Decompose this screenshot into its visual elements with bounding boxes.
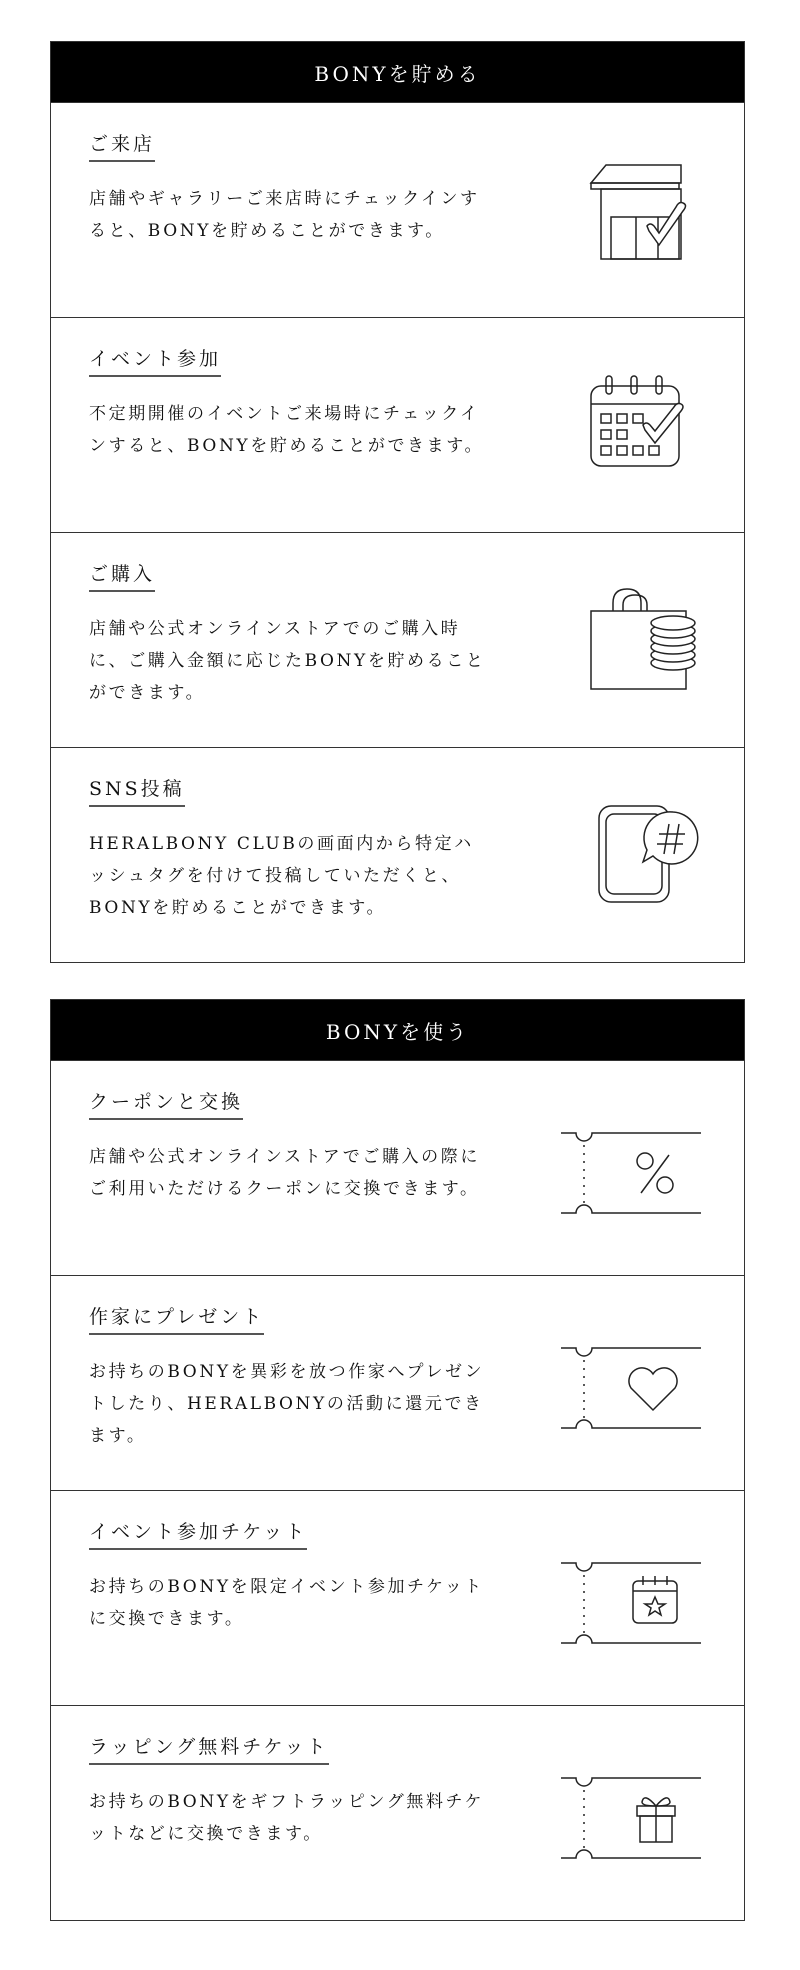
- section-header: BONYを貯める: [51, 42, 744, 102]
- item-description: お持ちのBONYを異彩を放つ作家へプレゼントしたり、HERALBONYの活動に還元できます。: [89, 1362, 485, 1446]
- use-item-wrapping-ticket: [51, 1705, 744, 1920]
- earn-item-visit: [51, 102, 744, 317]
- earn-item-sns: [51, 747, 744, 962]
- use-bony-section: [50, 999, 745, 1921]
- store-check-icon: [561, 153, 701, 263]
- ticket-calendar-star-icon: [561, 1541, 701, 1651]
- item-title: ご来店: [89, 129, 155, 162]
- ticket-gift-icon: [561, 1756, 701, 1866]
- item-description: HERALBONY CLUBの画面内から特定ハッシュタグを付けて投稿していただくと、BONYを貯めることができます。: [89, 834, 474, 918]
- use-item-present: [51, 1275, 744, 1490]
- item-description: 店舗やギャラリーご来店時にチェックインすると、BONYを貯めることができます。: [89, 189, 480, 241]
- calendar-check-icon: [561, 368, 701, 478]
- item-description: お持ちのBONYをギフトラッピング無料チケットなどに交換できます。: [89, 1792, 485, 1844]
- item-description: 店舗や公式オンラインストアでのご購入時に、ご購入金額に応じたBONYを貯めることができます。: [89, 619, 486, 703]
- use-item-coupon: [51, 1060, 744, 1275]
- item-title: 作家にプレゼント: [89, 1302, 264, 1335]
- use-item-event-ticket: [51, 1490, 744, 1705]
- item-title: ご購入: [89, 559, 155, 592]
- item-title: SNS投稿: [89, 774, 185, 807]
- ticket-percent-icon: [561, 1111, 701, 1221]
- item-description: お持ちのBONYを限定イベント参加チケットに交換できます。: [89, 1577, 484, 1629]
- earn-item-event: [51, 317, 744, 532]
- item-description: 店舗や公式オンラインストアでご購入の際にご利用いただけるクーポンに交換できます。: [89, 1147, 480, 1199]
- shopping-bag-coins-icon: [561, 583, 701, 693]
- item-title: イベント参加: [89, 344, 221, 377]
- item-description: 不定期開催のイベントご来場時にチェックインすると、BONYを貯めることができます。: [89, 404, 485, 456]
- item-title: クーポンと交換: [89, 1087, 243, 1120]
- item-title: イベント参加チケット: [89, 1517, 307, 1550]
- section-header: BONYを使う: [51, 1000, 744, 1060]
- ticket-heart-icon: [561, 1326, 701, 1436]
- item-title: ラッピング無料チケット: [89, 1732, 329, 1765]
- phone-hashtag-icon: [561, 798, 701, 908]
- earn-bony-section: [50, 41, 745, 963]
- earn-item-purchase: [51, 532, 744, 747]
